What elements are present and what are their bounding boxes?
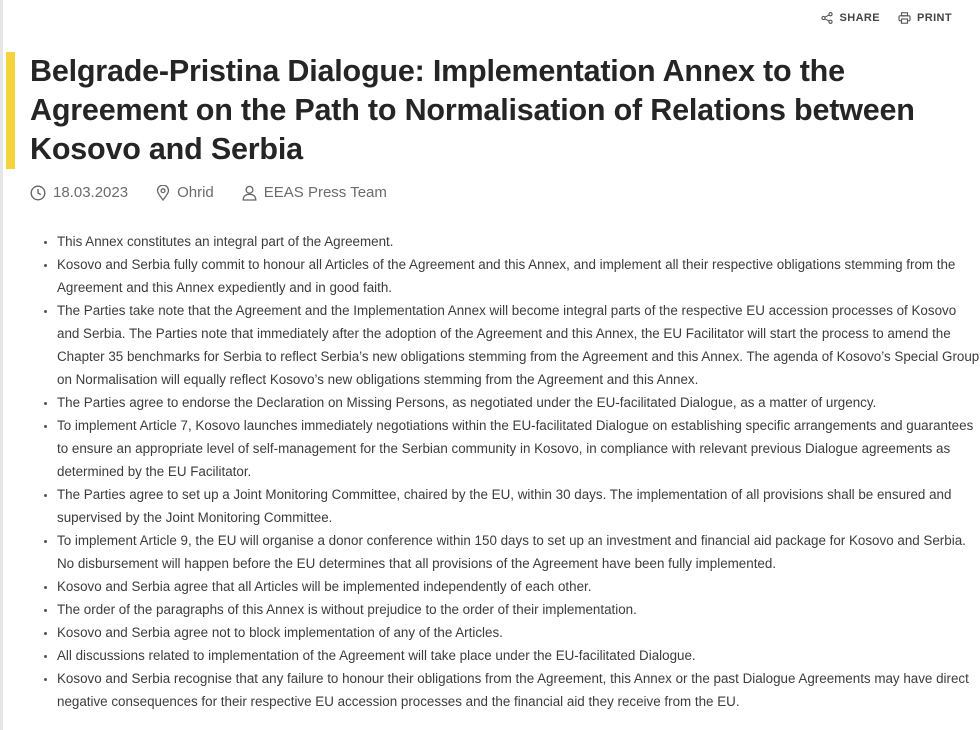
list-item: • The Parties agree to endorse the Declaration on Missing Persons, as negotiated under the EU-facilitated Dialogue, as a matter of urgency. xyxy=(57,391,980,414)
list-item: • This Annex constitutes an integral part of the Agreement. xyxy=(57,230,980,253)
author-link[interactable]: EEAS Press Team xyxy=(263,184,387,201)
list-item: • Kosovo and Serbia agree that all Articles will be implemented independently of each other. xyxy=(57,575,980,598)
printer-icon xyxy=(898,12,911,24)
list-item: • Kosovo and Serbia recognise that any failure to honour their obligations from the Agreement, this Annex or the past Dialogue Agreements may have direct negative consequences for their respective EU accession processes and the financial aid they receive from the EU. xyxy=(57,667,980,713)
list-item: • All discussions related to implementation of the Agreement will take place under the EU-facilitated Dialogue. xyxy=(57,644,980,667)
left-border xyxy=(0,0,3,730)
share-label: SHARE xyxy=(839,12,880,24)
article-toolbar xyxy=(821,12,952,24)
list-item: • The order of the paragraphs of this Annex is without prejudice to the order of their implementation. xyxy=(57,598,980,621)
list-item: • The Parties agree to set up a Joint Monitoring Committee, chaired by the EU, within 30 days. The implementation of all provisions shall be ensured and supervised by the Joint Monitoring Committee. xyxy=(57,483,980,529)
date-text: 18.03.2023 xyxy=(53,184,129,201)
meta-location xyxy=(156,184,214,201)
user-icon xyxy=(242,185,257,201)
print-label: PRINT xyxy=(917,12,952,24)
list-item: • Kosovo and Serbia fully commit to honour all Articles of the Agreement and this Annex, and implement all their respective obligations stemming from the Agreement and this Annex expediently and in good faith. xyxy=(57,253,980,299)
share-button[interactable] xyxy=(821,12,880,24)
print-button[interactable] xyxy=(898,12,952,24)
title-accent-bar xyxy=(6,52,15,169)
list-item: • Kosovo and Serbia agree not to block implementation of any of the Articles. xyxy=(57,621,980,644)
annex-list xyxy=(30,230,980,713)
article-meta xyxy=(30,184,415,201)
meta-date xyxy=(30,184,128,201)
map-pin-icon xyxy=(156,185,170,201)
list-item: • The Parties take note that the Agreement and the Implementation Annex will become integral parts of the respective EU accession processes of Kosovo and Serbia. The Parties note that immediately after the adoption of the Agreement and this Annex, the EU Facilitator will start the process to amend the Chapter 35 benchmarks for Serbia to reflect Serbia’s new obligations stemming from the Agreement and this Annex. The agenda of Kosovo’s Special Group on Normalisation will equally reflect Kosovo’s new obligations stemming from the Agreement and this Annex. xyxy=(57,299,980,391)
share-icon xyxy=(821,12,833,24)
clock-icon xyxy=(30,185,46,201)
page-title: Belgrade-Pristina Dialogue: Implementation Annex to the Agreement on the Path to Normalisation of Relations between Kosovo and Serbia xyxy=(30,54,915,166)
list-item: • To implement Article 7, Kosovo launches immediately negotiations within the EU-facilitated Dialogue on establishing specific arrangements and guarantees to ensure an appropriate level of self-management for the Serbian community in Kosovo, in compliance with relevant previous Dialogue agreements as determined by the EU Facilitator. xyxy=(57,414,980,483)
meta-author xyxy=(242,184,387,201)
list-item: • To implement Article 9, the EU will organise a donor conference within 150 days to set up an investment and financial aid package for Kosovo and Serbia. No disbursement will happen before the EU determines that all provisions of the Agreement have been fully implemented. xyxy=(57,529,980,575)
title-block xyxy=(6,52,946,169)
location-text: Ohrid xyxy=(177,184,214,201)
